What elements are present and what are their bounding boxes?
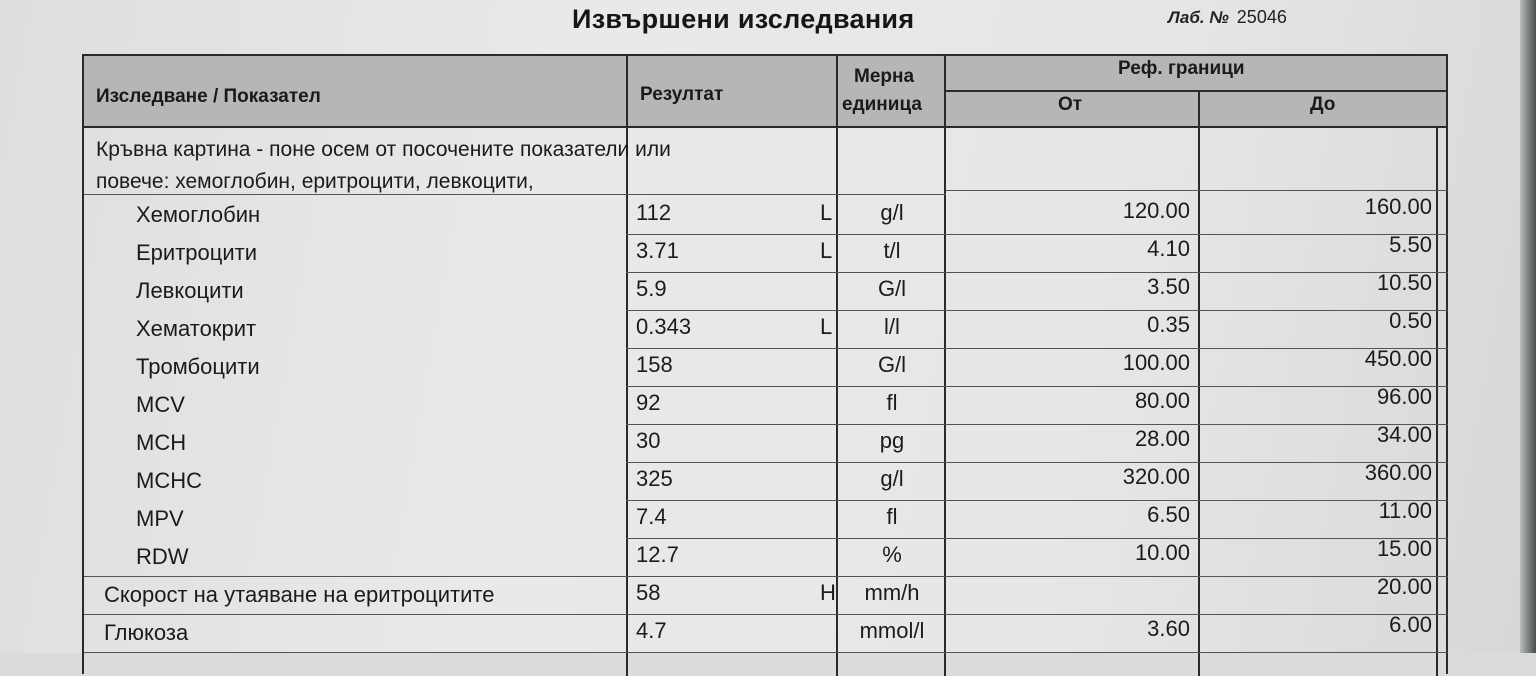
- lab-number-value: 25046: [1236, 7, 1287, 27]
- result-value: 5.9: [636, 276, 667, 301]
- ref-from: 3.50: [1147, 274, 1190, 299]
- test-name: MCV: [136, 392, 185, 417]
- unit-value: fl: [886, 390, 898, 415]
- ref-to: 11.00: [1378, 498, 1432, 523]
- test-name: MPV: [136, 506, 184, 531]
- result-value: 325: [636, 466, 673, 491]
- test-name: Левкоцити: [136, 278, 244, 303]
- ref-from: 28.00: [1134, 426, 1190, 451]
- ref-from: 10.00: [1134, 540, 1190, 565]
- test-name: Тромбоцити: [136, 354, 260, 379]
- result-value: 12.7: [636, 542, 679, 567]
- unit-value: pg: [879, 428, 905, 453]
- result-value: 92: [636, 390, 661, 415]
- header-divider: [946, 90, 1448, 92]
- col-divider: [836, 56, 838, 676]
- ref-from: 6.50: [1147, 502, 1190, 527]
- result-value: 30: [636, 428, 661, 453]
- ref-from: 120.00: [1122, 198, 1190, 223]
- row-divider: [946, 190, 1448, 191]
- ref-to: 0.50: [1389, 308, 1432, 333]
- unit-value: t/l: [883, 238, 901, 263]
- result-flag: L: [820, 238, 833, 263]
- ref-to: 20.00: [1376, 574, 1432, 599]
- unit-value: G/l: [877, 276, 907, 301]
- ref-to: 5.50: [1389, 232, 1432, 257]
- result-value: 0.343: [636, 314, 692, 339]
- header-from: От: [1058, 94, 1083, 115]
- ref-to: 360.00: [1364, 460, 1432, 485]
- unit-value: g/l: [880, 466, 904, 491]
- ref-to: 450.00: [1364, 346, 1432, 371]
- col-divider: [1436, 128, 1438, 676]
- row-divider: [84, 614, 1448, 615]
- test-name: Еритроцити: [136, 240, 257, 265]
- header-test: Изследване / Показател: [96, 86, 321, 107]
- ref-from: 80.00: [1134, 388, 1190, 413]
- ref-to: 15.00: [1376, 536, 1432, 561]
- results-table: [82, 54, 1448, 674]
- ref-to: 10.50: [1376, 270, 1432, 295]
- unit-value: %: [882, 542, 902, 567]
- lab-number-label: Лаб. №: [1168, 8, 1229, 27]
- test-name: MCH: [136, 430, 187, 455]
- result-flag: H: [820, 580, 836, 605]
- result-value: 158: [636, 352, 673, 377]
- col-divider: [944, 56, 946, 676]
- page-title: Извършени изследвания: [572, 4, 915, 34]
- result-flag: L: [820, 200, 833, 225]
- test-name: Хемоглобин: [136, 202, 261, 227]
- header-result: Резултат: [640, 84, 724, 105]
- unit-value: fl: [886, 504, 898, 529]
- test-name: RDW: [136, 544, 189, 569]
- lab-number: [1168, 7, 1287, 28]
- header-to: До: [1310, 94, 1336, 115]
- unit-value: mmol/l: [859, 618, 925, 643]
- ref-from: 3.60: [1147, 616, 1190, 641]
- result-value: 3.71: [636, 238, 679, 263]
- row-divider: [84, 194, 946, 195]
- ref-to: 34.00: [1376, 422, 1432, 447]
- col-divider: [1198, 90, 1200, 676]
- result-value: 112: [636, 200, 672, 225]
- ref-to: 160.00: [1364, 194, 1432, 219]
- group-line1: Кръвна картина - поне осем от посочените показатели или: [96, 138, 671, 161]
- ref-from: 0.35: [1147, 312, 1190, 337]
- unit-value: mm/h: [864, 580, 920, 605]
- result-flag: L: [820, 314, 833, 339]
- result-value: 7.4: [636, 504, 667, 529]
- ref-from: 320.00: [1122, 464, 1190, 489]
- unit-value: g/l: [880, 200, 904, 225]
- ref-from: 100.00: [1122, 350, 1190, 375]
- test-name: Хематокрит: [136, 316, 257, 341]
- ref-from: 4.10: [1147, 236, 1190, 261]
- header-unit-line1: Мерна: [854, 66, 915, 87]
- test-name: Скорост на утаяване на еритроцитите: [104, 582, 495, 607]
- ref-to: 96.00: [1376, 384, 1432, 409]
- header-unit-line2: единица: [842, 94, 922, 115]
- result-value: 4.7: [636, 618, 667, 643]
- test-name: Глюкоза: [104, 620, 189, 645]
- group-line2: повече: хемоглобин, еритроцити, левкоцити,: [96, 170, 534, 193]
- unit-value: l/l: [884, 314, 900, 339]
- header-ref: Реф. граници: [1118, 58, 1245, 79]
- unit-value: G/l: [877, 352, 907, 377]
- ref-to: 6.00: [1389, 612, 1432, 637]
- result-value: 58: [636, 580, 661, 605]
- row-divider: [84, 576, 1448, 577]
- test-name: MCHC: [136, 468, 202, 493]
- paper-edge: [1520, 0, 1536, 653]
